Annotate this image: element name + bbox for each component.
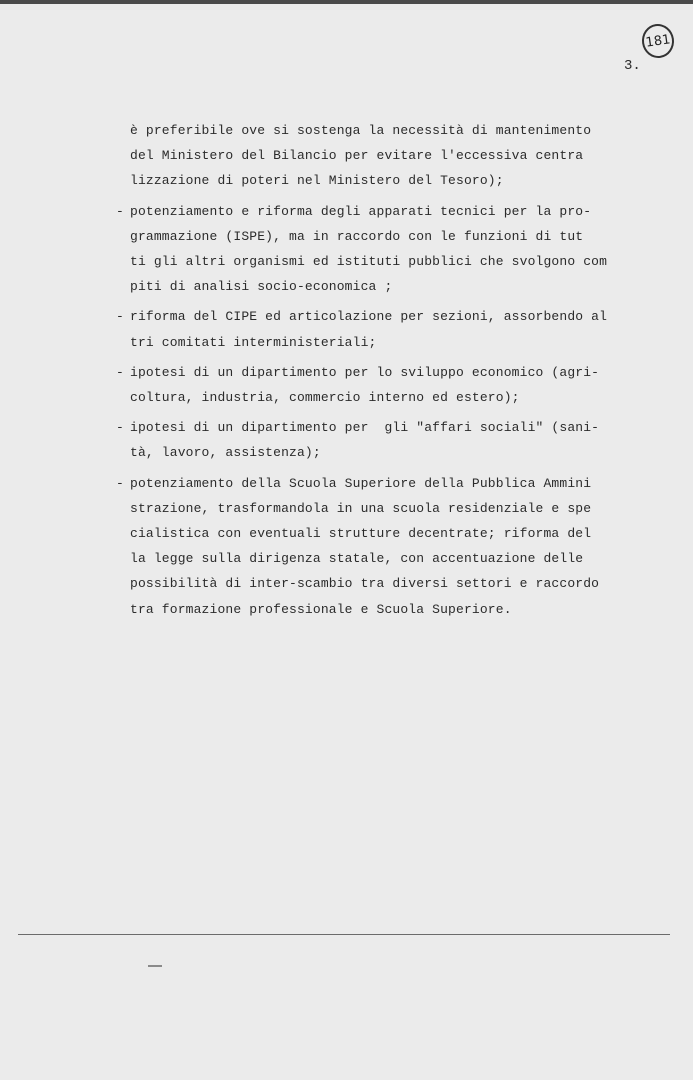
text-line: strazione, trasformandola in una scuola residenziale e spe <box>130 500 592 516</box>
text-line: la legge sulla dirigenza statale, con accentuazione delle <box>130 551 584 567</box>
page-number: 3. <box>624 58 641 74</box>
text-line: tri comitati interministeriali; <box>130 334 377 350</box>
text-line: ipotesi di un dipartimento per lo sviluppo economico (agri- <box>130 364 600 380</box>
text-line: ipotesi di un dipartimento per gli "affari sociali" (sani- <box>130 420 600 436</box>
list-item <box>116 471 660 622</box>
list-dash: - <box>116 309 124 325</box>
ink-mark <box>148 965 162 967</box>
text-line: tra formazione professionale e Scuola Superiore. <box>130 601 512 617</box>
archive-stamp: 181 <box>640 22 676 60</box>
text-line: è preferibile ove si sostenga la necessità di mantenimento <box>130 123 592 138</box>
text-line: grammazione (ISPE), ma in raccordo con le funzioni di tut <box>130 228 584 244</box>
text-line: potenziamento e riforma degli apparati tecnici per la pro- <box>130 203 592 219</box>
text-line: ti gli altri organismi ed istituti pubblici che svolgono com <box>130 254 608 270</box>
list-dash: - <box>116 364 124 380</box>
list-dash: - <box>116 203 124 219</box>
document-body <box>116 118 660 622</box>
text-line: coltura, industria, commercio interno ed estero); <box>130 390 520 406</box>
list-dash: - <box>116 475 124 491</box>
footer-rule <box>18 934 670 935</box>
intro-paragraph <box>130 118 660 194</box>
text-line: del Ministero del Bilancio per evitare l'eccessiva centra <box>130 148 584 164</box>
list-item <box>116 199 660 300</box>
text-line: possibilità di inter-scambio tra diversi settori e raccordo <box>130 576 600 592</box>
text-line: piti di analisi socio-economica ; <box>130 279 393 295</box>
text-line: lizzazione di poteri nel Ministero del Tesoro); <box>130 173 504 189</box>
list-item <box>116 415 660 465</box>
text-line: potenziamento della Scuola Superiore della Pubblica Ammini <box>130 475 592 491</box>
text-line: tà, lavoro, assistenza); <box>130 445 321 461</box>
text-line: cialistica con eventuali strutture decentrate; riforma del <box>130 526 592 542</box>
top-border <box>0 0 693 4</box>
text-line: riforma del CIPE ed articolazione per sezioni, assorbendo al <box>130 309 608 325</box>
list-dash: - <box>116 420 124 436</box>
list-item <box>116 360 660 410</box>
list-item <box>116 304 660 354</box>
